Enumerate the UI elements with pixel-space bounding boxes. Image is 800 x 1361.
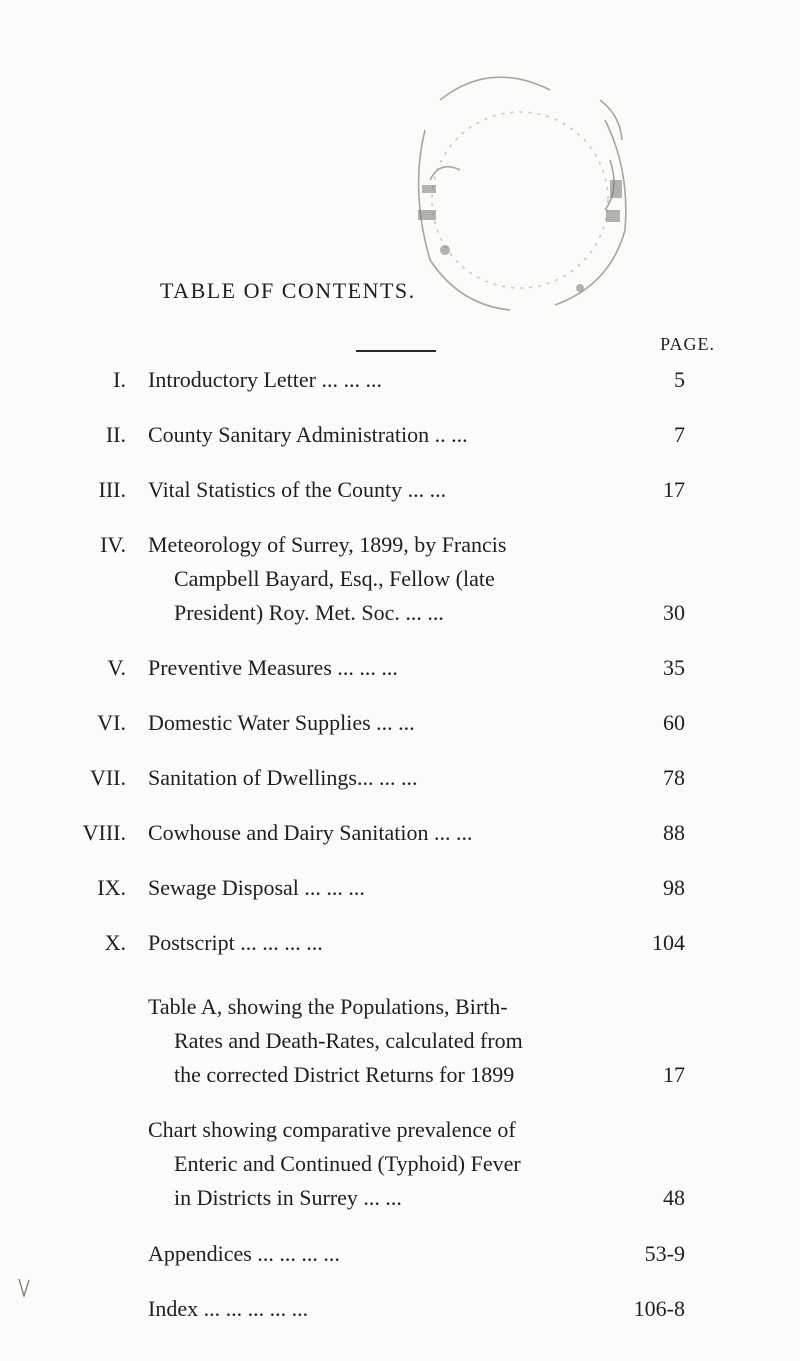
entry-title: Introductory Letter ... ... ... (148, 367, 382, 392)
entry-number: X. (104, 930, 126, 955)
entry-number: VI. (97, 710, 126, 735)
entry-number: IX. (97, 875, 126, 900)
entry-page: 5 (674, 367, 685, 392)
entry-title: Index ... ... ... ... ... (148, 1296, 309, 1321)
entry-page: 35 (663, 655, 685, 680)
entry-title: Sewage Disposal ... ... ... (148, 875, 365, 900)
entry-page: 88 (663, 820, 685, 845)
entry-title: Meteorology of Surrey, 1899, by Francis (148, 532, 507, 557)
entry-number: VIII. (82, 820, 126, 845)
library-stamp-icon (370, 60, 710, 320)
entry-title: Postscript ... ... ... ... (148, 930, 323, 955)
entry-title-continued: Campbell Bayard, Esq., Fellow (late (174, 566, 495, 591)
entry-page: 106-8 (633, 1296, 685, 1321)
entry-title-continued: Enteric and Continued (Typhoid) Fever (174, 1151, 521, 1176)
entry-title: Cowhouse and Dairy Sanitation ... ... (148, 820, 473, 845)
entry-page: 104 (652, 930, 685, 955)
entry-number: I. (113, 367, 126, 392)
entry-number: III. (98, 477, 126, 502)
entry-page: 30 (663, 600, 685, 625)
entry-title-continued: the corrected District Returns for 1899 (174, 1062, 515, 1087)
entry-page: 78 (663, 765, 685, 790)
entry-number: V. (107, 655, 126, 680)
entry-title: Table A, showing the Populations, Birth- (148, 994, 508, 1019)
entry-page: 53-9 (644, 1241, 685, 1266)
entry-title-continued: President) Roy. Met. Soc. ... ... (174, 600, 444, 625)
entry-page: 17 (663, 477, 685, 502)
entry-title: Vital Statistics of the County ... ... (148, 477, 447, 502)
page-column-header: PAGE. (660, 334, 715, 354)
entry-title: Preventive Measures ... ... ... (148, 655, 398, 680)
entry-title: County Sanitary Administration .. ... (148, 422, 468, 447)
entry-title-continued: Rates and Death-Rates, calculated from (174, 1028, 523, 1053)
entry-title: Sanitation of Dwellings... ... ... (148, 765, 418, 790)
entry-page: 60 (663, 710, 685, 735)
entry-page: 98 (663, 875, 685, 900)
entry-title-continued: in Districts in Surrey ... ... (174, 1185, 402, 1210)
entry-number: II. (105, 422, 126, 447)
entry-title: Domestic Water Supplies ... ... (148, 710, 415, 735)
entry-page: 48 (663, 1185, 685, 1210)
entry-number: IV. (100, 532, 126, 557)
entry-title: Chart showing comparative prevalence of (148, 1117, 516, 1142)
entry-page: 7 (674, 422, 685, 447)
entry-title: Appendices ... ... ... ... (148, 1241, 340, 1266)
entry-number: VII. (89, 765, 126, 790)
entry-page: 17 (663, 1062, 685, 1087)
pencil-mark-icon (18, 1278, 30, 1298)
page-title: TABLE OF CONTENTS. (160, 278, 416, 303)
title-rule (356, 350, 436, 352)
